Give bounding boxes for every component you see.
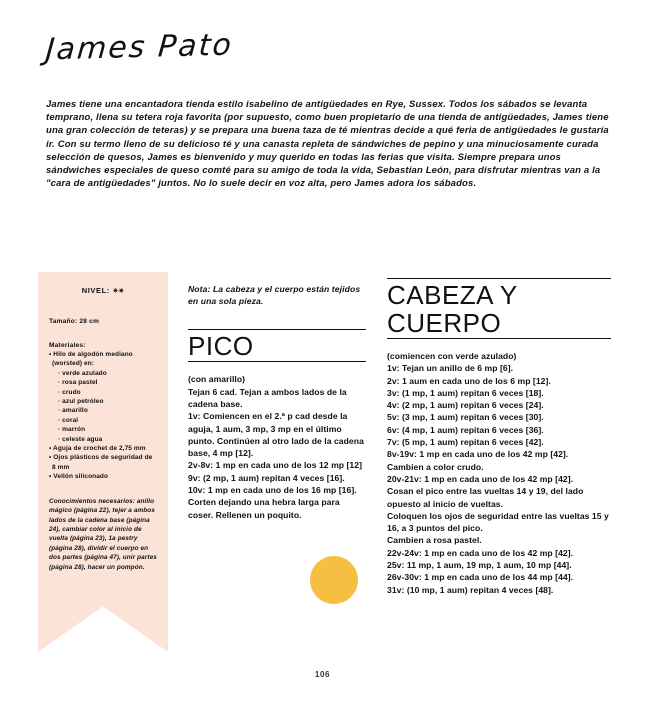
page-number: 106 <box>314 670 331 679</box>
list-item: • Hilo de algodón mediano (worsted) en: <box>49 351 133 368</box>
cabeza-instructions <box>387 350 611 596</box>
instruction-line: 7v: (5 mp, 1 aum) repitan 6 veces [42]. <box>387 437 544 448</box>
intro-paragraph: James tiene una encantadora tienda estilo isabelino de antigüedades en Rye, Sussex. Todos los sábados se levanta temprano, llena su tetera roja favorita (por supuesto, como buen propietario de una tienda de antigüedades, James tiene una gran colección de teteras) y se prepara una buena taza de té mientras decide a qué feria de antigüedades le gustaría ir. Con su termo lleno de su delicioso té y una canasta repleta de sándwiches de pepino y una minuciosamente curada selección de quesos, James es bienvenido y muy querido en todas las ferias que visita. Siempre prepara unos sándwiches especiales de queso comté para su amigo de toda la vida, Sebastian León, para disfrutar mientras van a la "cara de antigüedades" juntos. No lo suele decir en voz alta, pero James adora los sábados. <box>46 99 609 190</box>
yellow-circle-decoration <box>310 556 358 604</box>
instruction-line: 26v-30v: 1 mp en cada uno de los 44 mp [44]. <box>387 572 574 583</box>
instruction-line: 10v: 1 mp en cada uno de los 16 mp [16]. <box>188 485 357 496</box>
list-item: · marrón <box>58 426 86 434</box>
pico-instructions <box>188 373 366 521</box>
instruction-line: 5v: (3 mp, 1 aum) repitan 6 veces [30]. <box>387 412 544 423</box>
instruction-line: 1v: Comiencen en el 2.ª p cad desde la aguja, 1 aum, 3 mp, 3 mp en el último punto. Continúen al otro lado de la cadena base, 4 mp [12]. <box>188 411 364 459</box>
section-heading-cabeza-y-cuerpo: CABEZA Y CUERPO <box>387 280 518 338</box>
list-item: · celeste agua <box>58 435 103 443</box>
page-title: James Pato <box>44 27 235 68</box>
materials-banner <box>38 272 168 652</box>
materials-title: Materiales: <box>49 342 86 349</box>
instruction-line: 25v: 11 mp, 1 aum, 19 mp, 1 aum, 10 mp [44]. <box>387 560 572 571</box>
column-pico <box>188 283 366 521</box>
instruction-line: 20v-21v: 1 mp en cada uno de los 42 mp [42]. <box>387 473 574 484</box>
instruction-line: Corten dejando una hebra larga para coser. Rellenen un poquito. <box>188 497 340 520</box>
instruction-line: 31v: (10 mp, 1 aum) repitan 4 veces [48]. <box>387 584 554 595</box>
level-stars: ✴✴ <box>112 288 125 295</box>
list-item: · azul petróleo <box>58 398 104 406</box>
instruction-line: 4v: (2 mp, 1 aum) repitan 6 veces [24]. <box>387 400 544 411</box>
instruction-line: Cosan el pico entre las vueltas 14 y 19, del lado opuesto al inicio de vueltas. <box>387 486 584 509</box>
materials-list <box>49 350 157 482</box>
instruction-line: Cambien a color crudo. <box>387 461 484 472</box>
color-note: (comiencen con verde azulado) <box>387 351 517 361</box>
note-text: Nota: La cabeza y el cuerpo están tejidos en una sola pieza. <box>188 284 361 307</box>
level-text: NIVEL: <box>81 286 110 295</box>
heading-rule-top <box>387 278 611 279</box>
section-heading-pico: PICO <box>188 331 254 362</box>
list-item: · coral <box>58 416 79 424</box>
column-cabeza-y-cuerpo <box>387 278 611 596</box>
instruction-line: 2v: 1 aum en cada uno de los 6 mp [12]. <box>387 375 551 386</box>
instruction-line: 3v: (1 mp, 1 aum) repitan 6 veces [18]. <box>387 387 544 398</box>
instruction-line: 6v: (4 mp, 1 aum) repitan 6 veces [36]. <box>387 424 544 435</box>
required-knowledge: Conocimientos necesarios: anillo mágico (página 22), tejer a ambos lados de la cadena base (página 24), cambiar color al inicio de vuelta (página 23), 1a pestry (página 28), dividir el cuerpo en dos partes (página 47), unir partes (página 28), hacer un pompón. <box>49 497 157 571</box>
heading-rule-top <box>188 329 366 330</box>
instruction-line: Tejan 6 cad. Tejan a ambos lados de la cadena base. <box>188 386 347 409</box>
instruction-line: 1v: Tejan un anillo de 6 mp [6]. <box>387 363 514 374</box>
list-item: • Vellón siliconado <box>49 473 109 481</box>
color-note: (con amarillo) <box>188 374 246 385</box>
list-item: • Ojos plásticos de seguridad de 8 mm <box>49 454 153 471</box>
list-item: · rosa pastel <box>58 379 98 387</box>
size-label: Tamaño: 28 cm <box>49 318 100 325</box>
list-item: · amarillo <box>58 407 88 415</box>
list-item: • Aguja de crochet de 2,75 mm <box>49 445 146 453</box>
instruction-line: 9v: (2 mp, 1 aum) repitan 4 veces [16]. <box>188 472 345 483</box>
instruction-line: Coloquen los ojos de seguridad entre las vueltas 15 y 16, a 3 puntos del pico. <box>387 510 609 534</box>
instruction-line: 2v-8v: 1 mp en cada uno de los 12 mp [12] <box>188 460 362 471</box>
list-item: · crudo <box>58 388 81 396</box>
instruction-line: Cambien a rosa pastel. <box>387 535 482 546</box>
list-item: · verde azulado <box>58 369 107 377</box>
instruction-line: 8v-19v: 1 mp en cada uno de los 42 mp [42]. <box>387 449 569 460</box>
level-label <box>49 286 157 295</box>
instruction-line: 22v-24v: 1 mp en cada uno de los 42 mp [42]. <box>387 547 574 558</box>
heading-rule-bottom <box>387 338 611 339</box>
heading-rule-bottom <box>188 361 366 362</box>
